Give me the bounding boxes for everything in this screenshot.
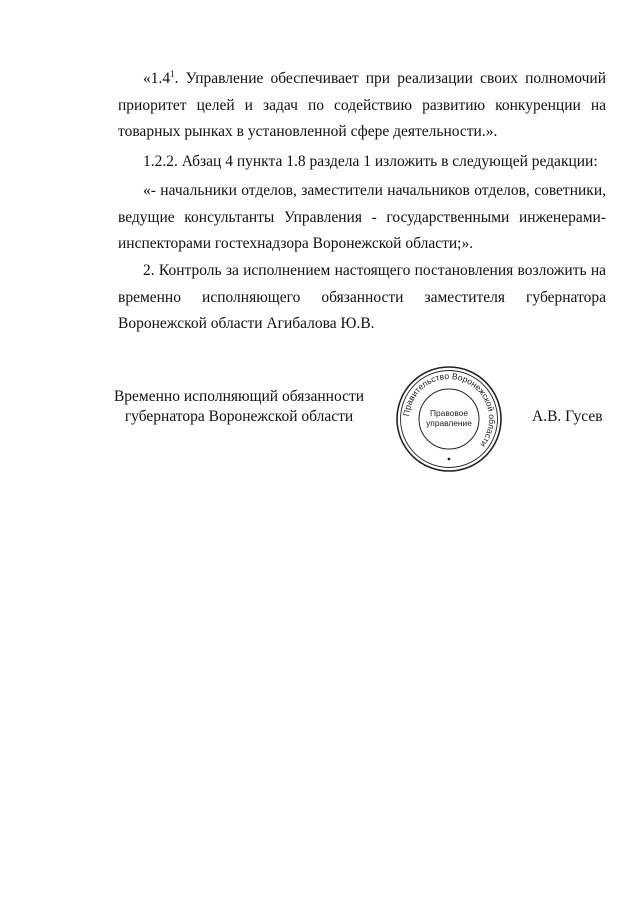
paragraph-text: . Управление обеспечивает при реализации своих полномочий приоритет целей и задач по содействию развитию конкуренции на товарных рынках в установленной сфере деятельности.».: [118, 70, 606, 140]
superscript-number: 1: [170, 68, 175, 79]
paragraph-1-4-1: [118, 66, 606, 146]
signatory-name: А.В. Гусев: [532, 408, 603, 425]
paragraph-department-heads: «- начальники отделов, заместители начальников отделов, советники, ведущие консультанты Управления - государственными инженерами-инспекторами гостехнадзора Воронежской области;».: [118, 182, 606, 252]
paragraph-1-2-2: 1.2.2. Абзац 4 пункта 1.8 раздела 1 изложить в следующей редакции:: [143, 153, 598, 170]
signatory-title-line-1: Временно исполняющий обязанности: [113, 388, 365, 405]
seal-star-mark: [448, 458, 451, 461]
signatory-title-line-2: губернатора Воронежской области: [124, 408, 354, 425]
signatory-title: [108, 387, 370, 427]
paragraph-control: 2. Контроль за исполнением настоящего постановления возложить на временно исполняющего обязанности заместителя губернатора Воронежской области Агибалова Ю.В.: [118, 262, 606, 332]
official-seal-stamp: [394, 364, 504, 474]
paragraph-lead: «1.4: [143, 70, 171, 87]
seal-ring-text: Правительство Воронежской области: [401, 370, 498, 450]
seal-center-line-2: управление: [426, 418, 472, 428]
seal-center-line-1: Правовое: [429, 408, 469, 418]
